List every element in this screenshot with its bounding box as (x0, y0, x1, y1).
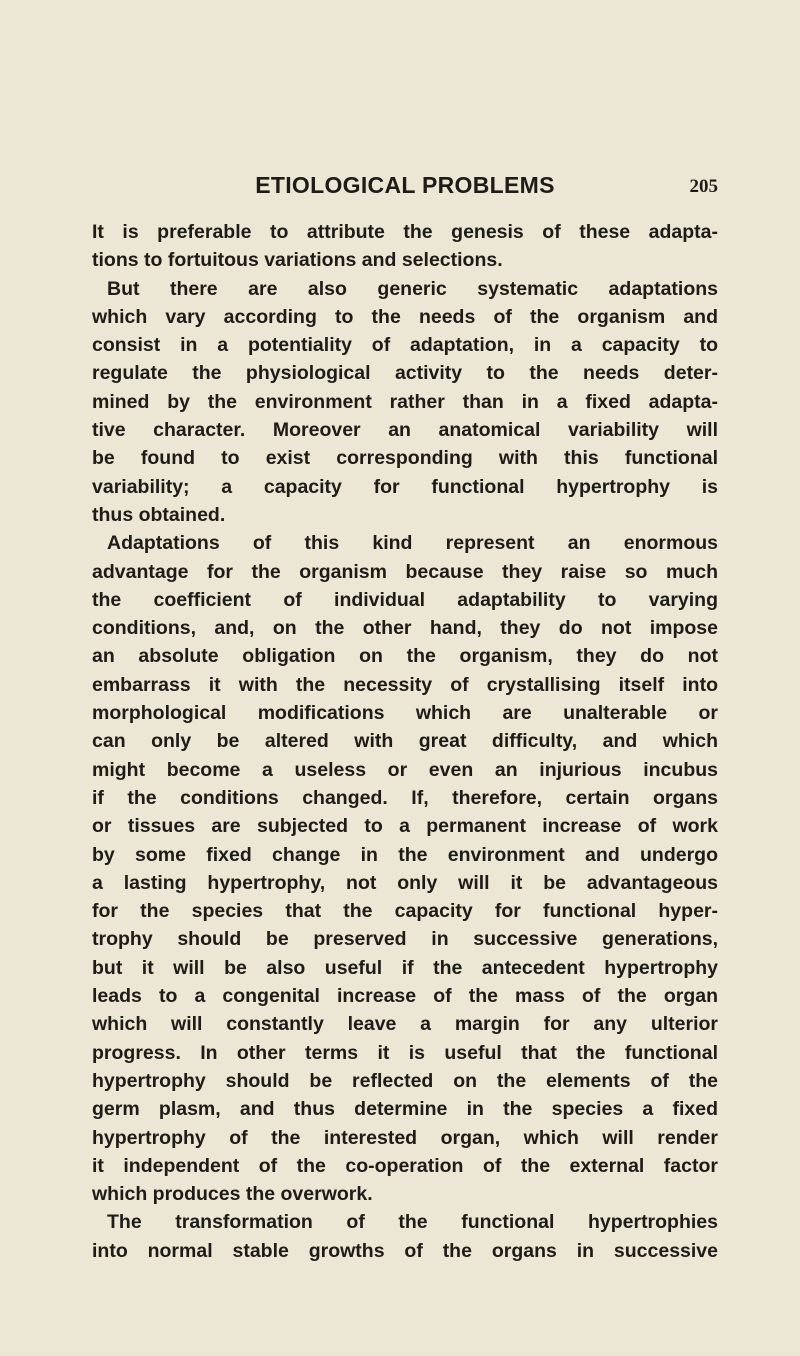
text-line-content: variability; a capacity for functional hypertrophy is (92, 475, 718, 498)
text-line (92, 416, 718, 444)
text-line-content: hypertrophy should be reflected on the elements of the (92, 1069, 718, 1092)
text-line (92, 671, 718, 699)
text-line (92, 1095, 718, 1123)
text-line (92, 331, 718, 359)
text-line-content: leads to a congenital increase of the mass of the organ (92, 985, 718, 1008)
text-line-content: tive character. Moreover an anatomical variability will (92, 419, 718, 442)
text-line (92, 1152, 718, 1180)
text-line (92, 841, 718, 869)
text-line (92, 727, 718, 755)
text-line-content: for the species that the capacity for functional hyper- (92, 900, 718, 923)
text-line-content: it independent of the co-operation of the external factor (92, 1154, 718, 1177)
text-line-content: which vary according to the needs of the organism and (92, 305, 718, 328)
text-line (92, 614, 718, 642)
text-line-content: be found to exist corresponding with this functional (92, 447, 718, 470)
text-line (92, 388, 718, 416)
text-line-content: conditions, and, on the other hand, they do not impose (92, 617, 718, 640)
text-line-content: But there are also generic systematic adaptations (107, 277, 718, 300)
text-line-content: regulate the physiological activity to the needs deter- (92, 362, 718, 385)
text-line (92, 642, 718, 670)
text-line (92, 501, 718, 529)
text-line-content: mined by the environment rather than in a fixed adapta- (92, 390, 718, 413)
text-line-content: which produces the overwork. (92, 1183, 373, 1206)
text-line-content: but it will be also useful if the antecedent hypertrophy (92, 956, 718, 979)
text-line (92, 1124, 718, 1152)
text-line-content: might become a useless or even an injurious incubus (92, 758, 718, 781)
text-line (92, 558, 718, 586)
text-line (92, 756, 718, 784)
text-line (92, 699, 718, 727)
text-line (92, 784, 718, 812)
text-line-content: which will constantly leave a margin for any ulterior (92, 1013, 718, 1036)
text-line-content: into normal stable growths of the organs in successive (92, 1239, 718, 1262)
text-line (92, 529, 718, 557)
text-line (92, 246, 718, 274)
body-text (92, 218, 718, 1265)
text-line (92, 1067, 718, 1095)
text-line-content: embarrass it with the necessity of crystallising itself into (92, 673, 718, 696)
text-line-content: germ plasm, and thus determine in the species a fixed (92, 1098, 718, 1121)
text-line (92, 1237, 718, 1265)
text-line-content: advantage for the organism because they raise so much (92, 560, 718, 583)
text-line-content: hypertrophy of the interested organ, which will render (92, 1126, 718, 1149)
text-line-content: It is preferable to attribute the genesis of these adapta- (92, 221, 718, 243)
text-line (92, 897, 718, 925)
text-line (92, 359, 718, 387)
text-line (92, 869, 718, 897)
text-line (92, 1208, 718, 1236)
text-line (92, 473, 718, 501)
text-line (92, 444, 718, 472)
text-line-content: thus obtained. (92, 503, 226, 526)
text-line (92, 1039, 718, 1067)
text-line (92, 982, 718, 1010)
text-line (92, 303, 718, 331)
text-line-content: The transformation of the functional hypertrophies (107, 1211, 718, 1234)
text-line-content: a lasting hypertrophy, not only will it be advantageous (92, 871, 718, 894)
running-title: ETIOLOGICAL PROBLEMS (255, 172, 555, 198)
text-line-content: can only be altered with great difficulty, and which (92, 730, 718, 753)
text-line-content: morphological modifications which are unalterable or (92, 702, 718, 725)
text-line-content: by some fixed change in the environment and undergo (92, 843, 718, 866)
text-line (92, 218, 718, 246)
text-line-content: progress. In other terms it is useful that the functional (92, 1041, 718, 1064)
text-line-content: consist in a potentiality of adaptation, in a capacity to (92, 334, 718, 357)
text-line-content: or tissues are subjected to a permanent increase of work (92, 815, 718, 838)
page-number: 205 (689, 176, 718, 197)
text-line-content: tions to fortuitous variations and selections. (92, 249, 503, 272)
running-header (92, 172, 718, 202)
text-line-content: an absolute obligation on the organism, they do not (92, 645, 718, 668)
text-line (92, 954, 718, 982)
text-line (92, 1180, 718, 1208)
text-line (92, 586, 718, 614)
text-line (92, 1010, 718, 1038)
text-line-content: Adaptations of this kind represent an enormous (107, 532, 718, 555)
text-line (92, 812, 718, 840)
text-line-content: trophy should be preserved in successive generations, (92, 928, 718, 951)
text-line-content: if the conditions changed. If, therefore, certain organs (92, 786, 718, 809)
text-line (92, 925, 718, 953)
text-line (92, 275, 718, 303)
text-line-content: the coefficient of individual adaptability to varying (92, 588, 718, 611)
